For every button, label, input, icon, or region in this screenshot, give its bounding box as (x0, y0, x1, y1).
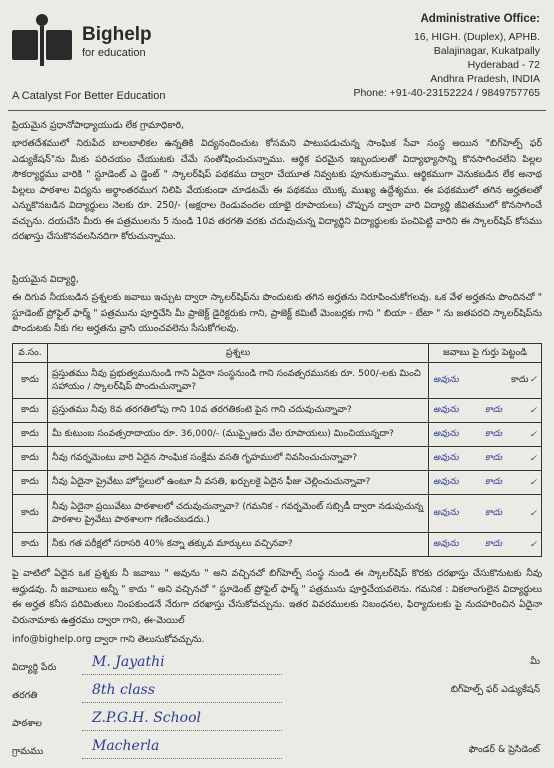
answer-yes[interactable]: అవును (433, 476, 459, 487)
row-question: నీవు ఏదైనా ప్రైవేటు హోస్టలులో ఉంటూ నీ వసతి, ఖర్చులకై ఏదైన ఫీజు చెల్లించుచున్నావా? (48, 471, 429, 495)
row-number: కాదు (13, 363, 48, 399)
office-address (353, 12, 540, 100)
office-line: Hyderabad - 72 (467, 59, 540, 71)
col-header-number: వ.సం. (13, 344, 48, 363)
signoff-org: బిగ్‌హెల్ప్ ఫర్ ఎడ్యుకేషన్ (450, 684, 540, 695)
answer-no[interactable]: కాదు (511, 374, 529, 385)
row-question: నీవు ఏదైనా ప్రయివేటు పాఠశాలలో చదువుచున్నావా? (గమనిక - గవర్నమెంట్ సబ్సిడీ ద్వారా నడుపుచున్న పాఠశాల ప్రైవేటు పాఠశాలగా గణించబడదు.) (48, 495, 429, 533)
answer-yes[interactable]: అవును (433, 452, 459, 463)
checkmark-icon: ✓ (529, 477, 537, 488)
table-row (13, 423, 542, 447)
checkmark-icon: ✓ (529, 374, 537, 385)
row-number: కాదు (13, 533, 48, 557)
form-row-name (12, 654, 542, 682)
answer-yes[interactable]: అవును (433, 374, 459, 385)
office-line: 16, HIGH. (Duplex), APHB. (413, 31, 540, 43)
answer-yes[interactable]: అవును (433, 538, 459, 549)
row-question: ప్రస్తుతము నీవు ప్రభుత్వమునుండి గాని ఏదైనా సంస్థనుండి గాని సంవత్సరమునకు రూ. 500/-లకు మించి సహాయం / స్కాలర్‌షిప్ పొందుచున్నావా? (48, 363, 429, 399)
brand-name: Bighelp (82, 24, 152, 45)
greeting-headmaster: ప్రియమైన ప్రధానోపాధ్యాయుడు లేక గ్రామాధికారి, (12, 120, 185, 131)
row-number: కాదు (13, 447, 48, 471)
signoff-yours: మీ (530, 656, 540, 667)
brand-subtitle: for education (82, 47, 146, 59)
name-field[interactable]: M. Jayathi (92, 654, 165, 670)
contact-email: info@bighelp.org ద్వారా గాని తెలుసుకోవచ్చును. (12, 634, 205, 645)
row-number: కాదు (13, 423, 48, 447)
table-row (13, 495, 542, 533)
row-number: కాదు (13, 471, 48, 495)
answer-no[interactable]: కాదు (484, 507, 503, 518)
table-row (13, 447, 542, 471)
office-line: Andhra Pradesh, INDIA (430, 73, 540, 85)
table-row (13, 363, 542, 399)
school-line (82, 730, 282, 731)
row-answer[interactable] (429, 423, 542, 447)
form-row-village (12, 738, 542, 766)
instruction-paragraph: ఈ దిగువ నీయబడిన ప్రశ్నలకు జవాబు ఇచ్చుట ద్వారా స్కాలర్‌షిప్‌ను పొందుటకు తగిన అర్హతను నిరూపించుకోగలవు. ఒక వేళ అర్హతను పొందినచో " స్టూడెంట్ ప్రోఫైల్ ఫార్మ్ " పత్రమును పూర్తిచేసి మీ ప్రాజెక్ట్ డైరెక్టరుకు గాని, ప్రాజెక్ట్ కమిటీ మెంబర్లకు గాని " బియా - బేటా " ను జతపరచి స్కాలర్‌షిప్‌ను పొందుటకు నీకు గల అర్హతను వ్రాసి యుంచవలెను సేసుకోగలవు. (12, 292, 542, 334)
row-question: నీవు గవర్నమెంటు వారి ఏదైన సాంఘిక సంక్షేమ వసతి గృహములో నివసించుచున్నావా? (48, 447, 429, 471)
checkmark-icon: ✓ (529, 429, 537, 440)
office-line: Balajinagar, Kukatpally (433, 45, 540, 57)
table-row (13, 471, 542, 495)
checkmark-icon: ✓ (529, 539, 537, 550)
col-header-question: ప్రశ్నలు (48, 344, 429, 363)
row-question: మీ కుటుంబ సంవత్సరాదాయం రూ. 36,000/- (ముప్పైఆరు వేల రూపాయలు) మించియున్నదా? (48, 423, 429, 447)
logo-icon (10, 12, 74, 68)
answer-no[interactable]: కాదు (484, 476, 503, 487)
answer-no[interactable]: కాదు (484, 428, 503, 439)
checkmark-icon: ✓ (529, 453, 537, 464)
answer-no[interactable]: కాదు (484, 452, 503, 463)
table-header-row (13, 344, 542, 363)
checkmark-icon: ✓ (529, 508, 537, 519)
office-phone: Phone: +91-40-23152224 / 9849757765 (353, 87, 540, 99)
class-line (82, 702, 282, 703)
eligibility-table (12, 343, 542, 557)
table-row (13, 533, 542, 557)
school-label: పాఠశాల (12, 718, 42, 729)
village-field[interactable]: Macherla (92, 738, 160, 754)
row-answer[interactable] (429, 447, 542, 471)
row-question: ప్రస్తుతము నీవు 8వ తరగతిలోపు గాని 10వ తరగతికంటె పైన గాని చదువుచున్నావా? (48, 399, 429, 423)
col-header-answer: జవాబు పై గుర్తు పెట్టండి (429, 344, 542, 363)
answer-yes[interactable]: అవును (433, 428, 459, 439)
class-label: తరగతి (12, 690, 38, 701)
bighelp-logo (10, 12, 150, 70)
row-number: కాదు (13, 399, 48, 423)
checkmark-icon: ✓ (529, 405, 537, 416)
village-line (82, 758, 282, 759)
row-number: కాదు (13, 495, 48, 533)
form-row-school (12, 710, 542, 738)
answer-yes[interactable]: అవును (433, 507, 459, 518)
class-field[interactable]: 8th class (92, 682, 156, 698)
name-line (82, 674, 282, 675)
header-divider (8, 110, 546, 111)
student-form (12, 654, 542, 766)
row-answer[interactable] (429, 363, 542, 399)
intro-paragraph: భారతదేశములో నిరుపేద బాలబాలికల ఉన్నతికి విద్యనందించుట కోసమని పాటుపడుచున్న సాంఘిక సేవా సంస్థ అయిన "బిగ్‌హెల్ప్ ఫర్ ఎడ్యుకేషన్"ను మీకు పరిచయం చేయుటకు చేమే సంతోషించుచున్నాము. ఆర్థిక పరమైన ఇబ్బందులతో విద్యాభ్యాసాన్ని కొనసాగించలేని పిల్లల సౌకర్యార్థము వారికి " స్టూడెంట్ ఎ డ్డెంట్ " స్కాలర్‌షిప్ పథకము ద్వారా చేయూత నివ్వటకు పూనుకున్నాము. ఆర్థికముగా వెనుకబడిన లేక అనాథ పిల్లలు పాఠశాల విద్యను అర్థాంతరముగ నిలిపి వేయకుండా చూడటమే ఈ పథకము యొక్క ముఖ్య ఉద్దేశ్యము. ఈ పథకములో తగిన అర్హతలతో ఎన్నుకొనబడిన విద్యార్థులు నెలకు రూ. 250/- (అక్షరాల రెండువందల యాభై రూపాయలు) చొప్పున ద్వారా వారి విద్యార్థి జీవితములో కొనసాగించే వచ్చును. దయచేసి మీరు ఈ పత్రములను 5 నుండి 10వ తరగతి వరకు చదువుచున్న విద్యార్థిని విద్యార్థులకు పంచిపెట్టి వారిని ఈ స్కాలర్‌షిప్ కోసము దరఖాస్తు చేసుకొనవలసినదిగా కోరుచున్నాము. (12, 138, 542, 242)
answer-no[interactable]: కాదు (484, 404, 503, 415)
village-label: గ్రామము (12, 746, 44, 757)
row-answer[interactable] (429, 533, 542, 557)
table-row (13, 399, 542, 423)
row-answer[interactable] (429, 399, 542, 423)
row-answer[interactable] (429, 495, 542, 533)
school-field[interactable]: Z.P.G.H. School (92, 710, 201, 726)
closing-paragraph: పై వాటిలో ఏదైన ఒక ప్రశ్నకు నీ జవాబు " అవును " అని వచ్చినచో బిగ్‌హెల్ప్ సంస్థ నుండి ఈ స్కాలర్‌షిప్ కొరకు దరఖాస్తు చేసుకొనుటకు నీవు అర్హుడవు. నీ జవాబులు అన్నీ " కాదు " అని వచ్చినచో " స్టూడెంట్ ప్రోఫైల్ ఫార్మ్ " పత్రమును పూర్తిచేయవలెను. గమనిక : వికలాంగులైన విద్యార్థులు ఈ అర్హత కనీస పరిమితులు నింపకుండనే నేరుగా దరఖాస్తు చేసుకోవచ్చును. ఇతర వివరములకు నిబంధనల, ఫిర్యాదులకు పై నుదహరించిన ఏదైనా చిరునామాకు ఉత్తరము ద్వారా గాని, ఈ-మెయిల్ (12, 568, 542, 626)
answer-yes[interactable]: అవును (433, 404, 459, 415)
row-answer[interactable] (429, 471, 542, 495)
signoff-title: ఫౌండర్ & ప్రెసిడెంట్ (468, 744, 540, 755)
tagline: A Catalyst For Better Education (12, 90, 166, 102)
name-label: విద్యార్థి పేరు (12, 662, 57, 673)
answer-no[interactable]: కాదు (484, 538, 503, 549)
office-title: Administrative Office: (420, 13, 540, 25)
row-question: నీకు గత పరీక్షలో సరాసరి 40% కన్నా తక్కువ మార్కులు వచ్చినవా? (48, 533, 429, 557)
greeting-student: ప్రియమైన విద్యార్థి, (12, 274, 79, 285)
